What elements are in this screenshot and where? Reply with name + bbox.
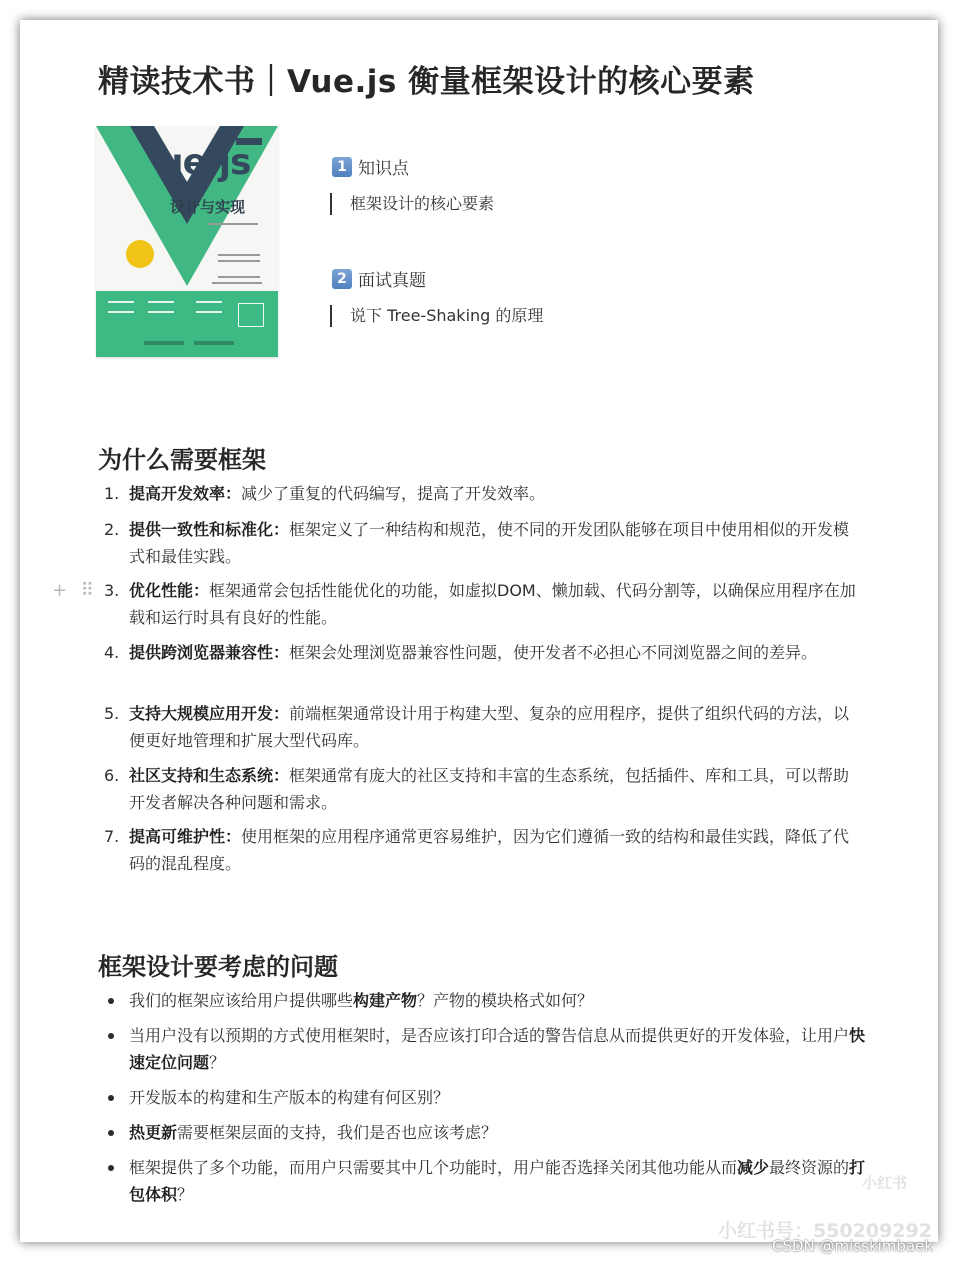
bullet-text: ？ (177, 1185, 194, 1204)
bullet-text: 开发版本的构建和生产版本的构建有何区别？ (129, 1088, 450, 1107)
list-item-bold: 优化性能： (129, 581, 210, 600)
bullet-text: 需要框架层面的支持，我们是否也应该考虑？ (177, 1123, 498, 1142)
bullet-text: 框架提供了多个功能，而用户只需要其中几个功能时，用户能否选择关闭其他功能从而 (129, 1158, 738, 1177)
cover-desc-line (212, 282, 262, 284)
list-item (104, 823, 864, 877)
cover-endorser (196, 301, 222, 303)
list-item (104, 700, 864, 754)
cover-logo-text: ue.js (158, 142, 251, 183)
bullet-item (108, 1084, 868, 1111)
knowledge-label: 知识点 (358, 159, 409, 179)
bullet-bold: 构建产物 (353, 991, 418, 1010)
section-heading-design-issues: 框架设计要考虑的问题 (98, 953, 338, 981)
knowledge-quote: 框架设计的核心要素 (330, 193, 494, 215)
cover-author-line (208, 223, 258, 225)
list-number: 2. (104, 520, 120, 539)
bullet-text: ？产物的模块格式如何？ (417, 991, 594, 1010)
cover-endorser (148, 301, 174, 303)
list-item-bold: 提高开发效率： (129, 484, 242, 503)
cover-desc-line (218, 254, 260, 256)
list-item-text: 框架通常会包括性能优化的功能，如虚拟DOM、懒加载、代码分割等，以确保应用程序在加载和运行时具有良好的性能。 (129, 581, 856, 627)
block-drag-handle-icon[interactable]: + ⠿ (52, 580, 98, 601)
list-number: 6. (104, 766, 120, 785)
xhs-logo-watermark: 小红书 (862, 1174, 908, 1192)
list-item-bold: 社区支持和生态系统： (129, 766, 290, 785)
list-item-bold: 支持大规模应用开发： (129, 704, 290, 723)
section-heading-why-framework: 为什么需要框架 (98, 446, 266, 474)
list-item-bold: 提供一致性和标准化： (129, 520, 290, 539)
cover-endorser (108, 301, 134, 303)
document-page (20, 20, 938, 1242)
csdn-watermark: CSDN @misskimbaek (772, 1237, 934, 1255)
bullet-dot-icon (108, 1095, 114, 1101)
cover-green-band (96, 291, 278, 357)
bullet-bold: 热更新 (129, 1123, 178, 1142)
list-number: 3. (104, 581, 120, 600)
list-item-text: 使用框架的应用程序通常更容易维护，因为它们遵循一致的结构和最佳实践，降低了代码的混乱程度。 (129, 827, 850, 873)
list-number: 4. (104, 643, 120, 662)
cover-desc-line (218, 276, 260, 278)
list-item-text: 框架定义了一种结构和规范，使不同的开发团队能够在项目中使用相似的开发模式和最佳实践。 (129, 520, 850, 566)
interview-label: 面试真题 (358, 271, 426, 291)
list-item (104, 639, 864, 666)
keycap-one-icon: 1 (332, 157, 352, 177)
interview-heading (332, 266, 426, 291)
bullet-bold: 快速定位问题 (129, 1026, 866, 1072)
list-item (104, 577, 864, 631)
interview-quote: 说下 Tree-Shaking 的原理 (330, 305, 543, 327)
list-number: 5. (104, 704, 120, 723)
bullet-text: 我们的框架应该给用户提供哪些 (129, 991, 354, 1010)
bullet-dot-icon (108, 1130, 114, 1136)
cover-publisher-logo (194, 341, 234, 345)
knowledge-heading (332, 154, 409, 179)
bullet-dot-icon (108, 1033, 114, 1039)
bullet-text: 最终资源的 (769, 1158, 850, 1177)
xhs-id-watermark: 小红书号：550209292 (718, 1220, 932, 1242)
list-number: 1. (104, 484, 120, 503)
list-item-text: 框架会处理浏览器兼容性问题，使开发者不必担心不同浏览器之间的差异。 (289, 643, 818, 662)
list-item-text: 框架通常有庞大的社区支持和丰富的生态系统，包括插件、库和工具，可以帮助开发者解决各种问题和需求。 (129, 766, 850, 812)
cover-endorser (196, 311, 222, 313)
list-item (104, 762, 864, 816)
cover-publisher-logo (144, 341, 184, 345)
bullet-bold: 减少 (737, 1158, 770, 1177)
bullet-item (108, 1022, 868, 1076)
bullet-text: ？ (209, 1053, 226, 1072)
cover-endorser (148, 311, 174, 313)
list-item-text: 减少了重复的代码编写，提高了开发效率。 (241, 484, 546, 503)
cover-subtitle: 设计与实现 (170, 198, 246, 216)
bullet-item (108, 1119, 868, 1146)
list-item (104, 516, 864, 570)
bullet-dot-icon (108, 1165, 114, 1171)
cover-seal-icon (126, 240, 154, 268)
bullet-bold: 打包体积 (129, 1158, 866, 1204)
cover-desc-line (218, 260, 260, 262)
page-title: 精读技术书｜Vue.js 衡量框架设计的核心要素 (98, 64, 755, 100)
book-cover-image (96, 126, 278, 357)
list-item-text: 前端框架通常设计用于构建大型、复杂的应用程序，提供了组织代码的方法，以便更好地管理和扩展大型代码库。 (129, 704, 850, 750)
list-number: 7. (104, 827, 120, 846)
bullet-item (108, 987, 868, 1014)
cover-endorser (108, 311, 134, 313)
list-item-bold: 提高可维护性： (129, 827, 242, 846)
list-item (104, 480, 864, 507)
bullet-item (108, 1154, 868, 1208)
cover-recommend-box (238, 303, 264, 327)
list-item-bold: 提供跨浏览器兼容性： (129, 643, 290, 662)
bullet-dot-icon (108, 998, 114, 1004)
bullet-text: 当用户没有以预期的方式使用框架时，是否应该打印合适的警告信息从而提供更好的开发体验，让用户 (129, 1026, 850, 1045)
keycap-two-icon: 2 (332, 269, 352, 289)
